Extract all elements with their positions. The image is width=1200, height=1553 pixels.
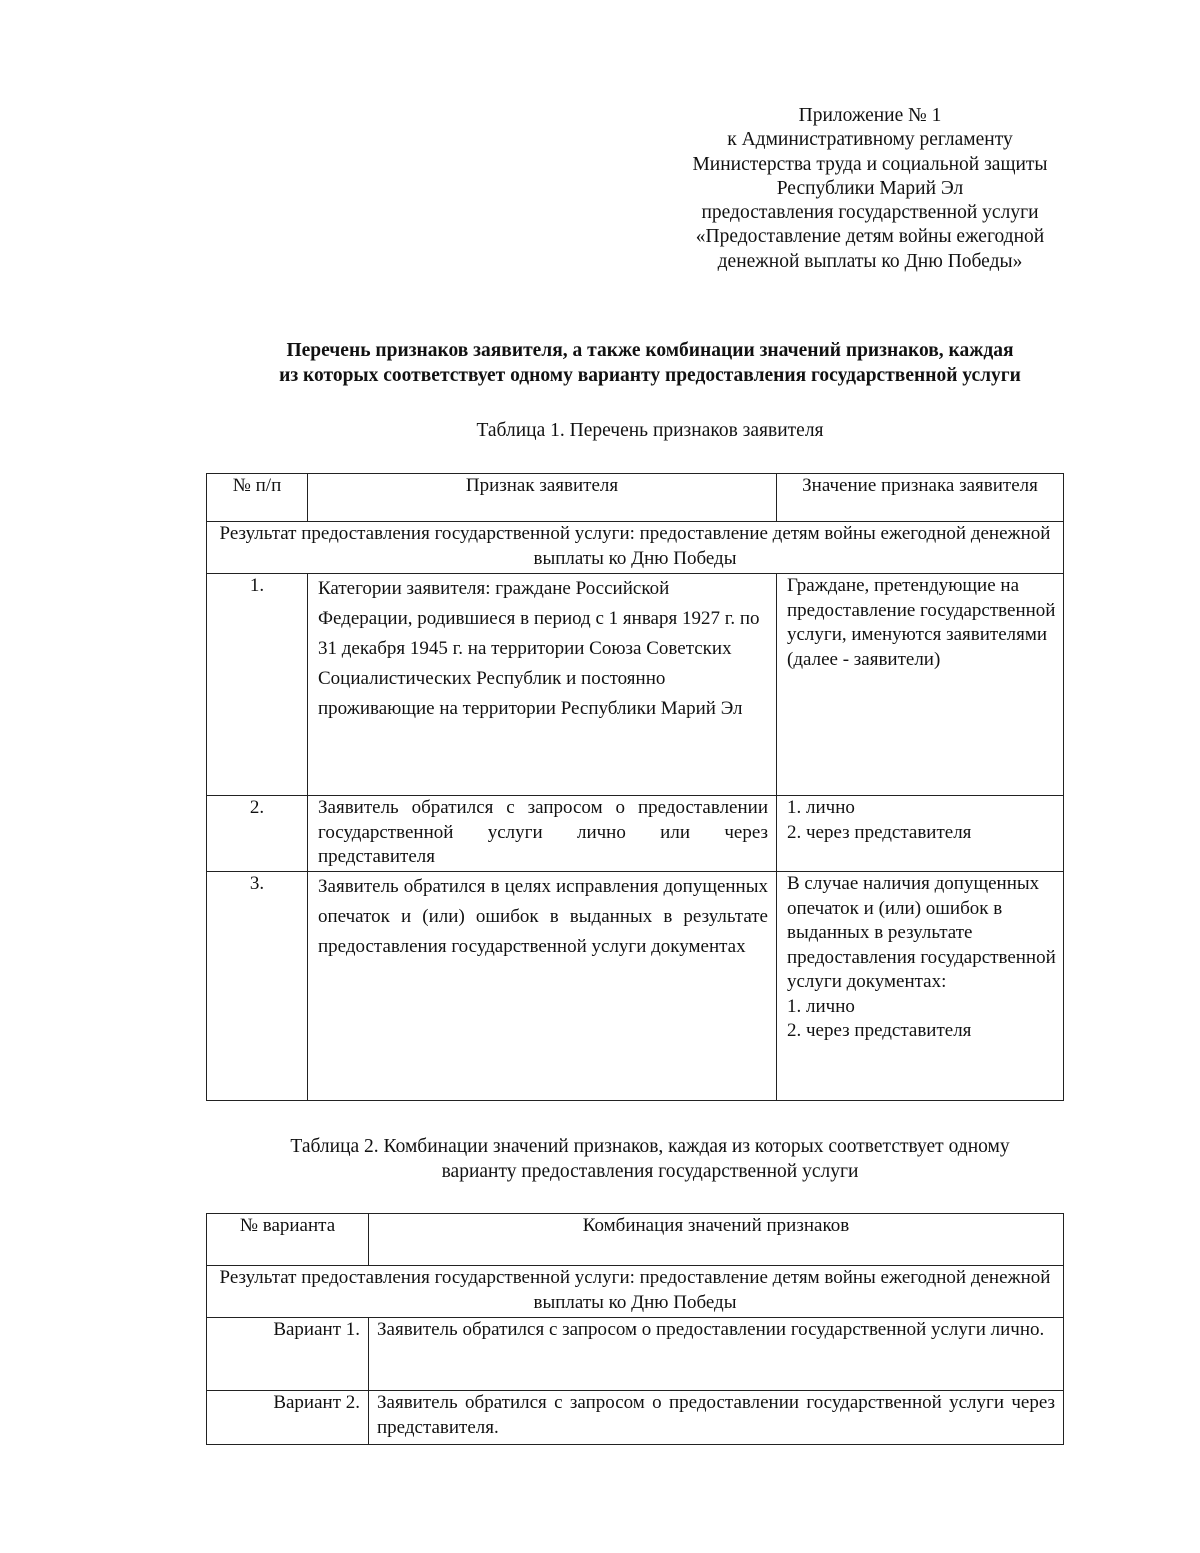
- row-sign: Заявитель обратился в целях исправления допущенных опечаток и (или) ошибок в выданных в результате предоставления государственной услуги документах: [308, 872, 777, 1101]
- value-line: 2. через представителя: [787, 1020, 972, 1041]
- variant-number: Вариант 1.: [207, 1318, 369, 1391]
- document-title-line: из которых соответствует одному варианту предоставления государственной услуги: [279, 365, 1021, 386]
- table-row: [207, 796, 1064, 872]
- variant-text: Заявитель обратился с запросом о предоставлении государственной услуги через представителя.: [369, 1391, 1064, 1445]
- appendix-line: денежной выплаты ко Дню Победы»: [717, 250, 1023, 272]
- table-row: [207, 522, 1064, 574]
- result-row: Результат предоставления государственной услуги: предоставление детям войны ежегодной денежной выплаты ко Дню Победы: [207, 1266, 1064, 1318]
- table2-caption: [180, 1134, 1120, 1184]
- appendix-line: к Административному регламенту: [727, 129, 1013, 151]
- table2-caption-line: Таблица 2. Комбинации значений признаков, каждая из которых соответствует одному: [290, 1136, 1010, 1157]
- row-sign: Заявитель обратился с запросом о предоставлении государственной услуги лично или через представителя: [308, 796, 777, 872]
- row-value: Граждане, претендующие на предоставление государственной услуги, именуются заявителями (далее - заявители): [777, 574, 1064, 796]
- appendix-line: Приложение № 1: [798, 105, 942, 126]
- row-number: 2.: [207, 796, 308, 872]
- appendix-heading: [640, 104, 1100, 274]
- table-header-row: [207, 1214, 1064, 1266]
- value-line: 2. через представителя: [787, 821, 972, 843]
- row-number: 3.: [207, 872, 308, 1101]
- header-value: Значение признака заявителя: [777, 474, 1064, 522]
- table-row: [207, 872, 1064, 1101]
- table-row: [207, 1391, 1064, 1445]
- result-row: Результат предоставления государственной услуги: предоставление детям войны ежегодной денежной выплаты ко Дню Победы: [207, 522, 1064, 574]
- document-title-line: Перечень признаков заявителя, а также комбинации значений признаков, каждая: [286, 340, 1014, 361]
- variant-text: Заявитель обратился с запросом о предоставлении государственной услуги лично.: [369, 1318, 1064, 1391]
- row-number: 1.: [207, 574, 308, 796]
- value-line: 1. лично: [787, 995, 855, 1017]
- row-sign: Категории заявителя: граждане Российской Федерации, родившиеся в период с 1 января 1927 г. по 31 декабря 1945 г. на территории Союза Советских Социалистических Республик и постоянно проживающие на территории Республики Марий Эл: [308, 574, 777, 796]
- row-value: [777, 796, 1064, 872]
- appendix-line: «Предоставление детям войны ежегодной: [695, 226, 1045, 248]
- table2-caption-line: варианту предоставления государственной услуги: [441, 1161, 859, 1182]
- variant-number: Вариант 2.: [207, 1391, 369, 1445]
- value-line: 1. лично: [787, 797, 855, 818]
- appendix-line: предоставления государственной услуги: [701, 202, 1039, 224]
- header-variant: № варианта: [207, 1214, 369, 1266]
- header-num: № п/п: [207, 474, 308, 522]
- row-value: [777, 872, 1064, 1101]
- variant-combinations-table: [206, 1213, 1064, 1445]
- table-row: [207, 574, 1064, 796]
- table-header-row: [207, 474, 1064, 522]
- header-combination: Комбинация значений признаков: [369, 1214, 1064, 1266]
- table-row: [207, 1318, 1064, 1391]
- header-sign: Признак заявителя: [308, 474, 777, 522]
- value-intro: В случае наличия допущенных опечаток и (или) ошибок в выданных в результате предоставления государственной услуги документах:: [787, 873, 1056, 992]
- applicant-signs-table: [206, 473, 1064, 1101]
- appendix-line: Министерства труда и социальной защиты: [692, 153, 1048, 175]
- table1-caption: Таблица 1. Перечень признаков заявителя: [476, 420, 824, 441]
- appendix-line: Республики Марий Эл: [776, 177, 964, 199]
- document-title: [150, 338, 1150, 388]
- table-row: [207, 1266, 1064, 1318]
